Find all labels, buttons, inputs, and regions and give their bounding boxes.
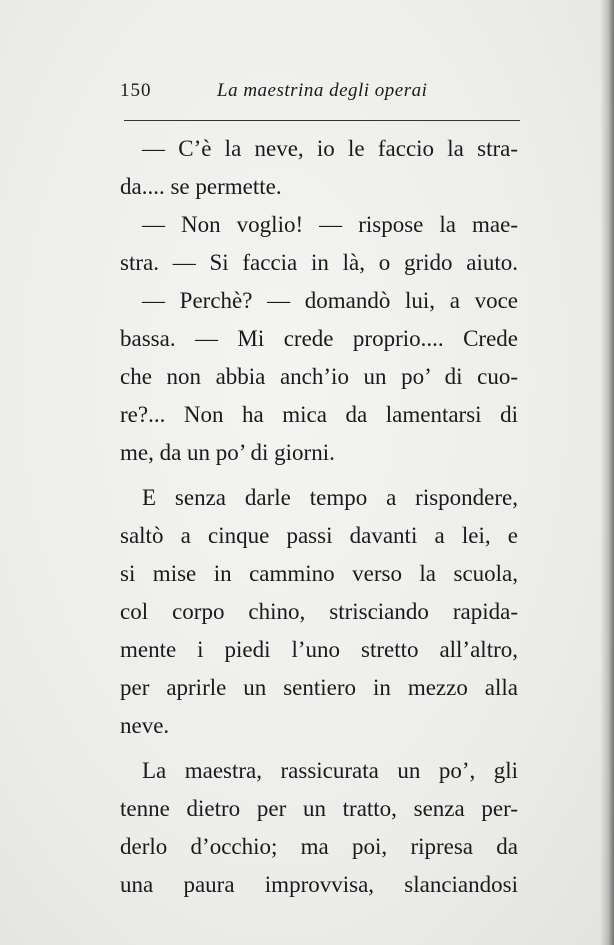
text-line: per aprirle un sentiero in mezzo alla [120,675,518,700]
text-line: — Perchè? — domandò lui, a voce [142,288,518,313]
paragraph [120,479,518,745]
text-line: La maestra, rassicurata un po’, gli [142,758,518,783]
text-line: col corpo chino, strisciando rapida- [120,599,518,624]
text-line: mente i piedi l’uno stretto all’altro, [120,637,518,662]
page-number: 150 [120,80,152,101]
text-line: re?... Non ha mica da lamentarsi di [120,402,518,427]
paragraph [120,282,518,472]
text-line: da.... se permette. [120,174,282,199]
text-line: derlo d’occhio; ma poi, ripresa da [120,834,518,859]
text-line: bassa. — Mi crede proprio.... Crede [120,326,518,351]
text-line: me, da un po’ di giorni. [120,440,335,465]
text-line: che non abbia anch’io un po’ di cuo- [120,364,518,389]
paragraph [120,752,518,904]
text-line: tenne dietro per un tratto, senza per- [120,796,518,821]
paragraph-gap [120,745,518,752]
paragraph [120,130,518,206]
header-rule [124,120,520,121]
page-header [120,80,520,110]
body-text [120,130,518,904]
paragraph-gap [120,472,518,479]
running-title: La maestrina degli operai [217,80,428,101]
page-edge-shadow [600,0,614,945]
text-line: — Non voglio! — rispose la mae- [142,212,518,237]
text-line: E senza darle tempo a rispondere, [142,485,518,510]
paragraph [120,206,518,282]
text-line: stra. — Si faccia in là, o grido aiuto. [120,250,518,275]
text-line: si mise in cammino verso la scuola, [120,561,518,586]
text-line: saltò a cinque passi davanti a lei, e [120,523,518,548]
text-line: una paura improvvisa, slanciandosi [120,872,518,897]
text-line: neve. [120,713,170,738]
text-line: — C’è la neve, io le faccio la stra- [142,136,518,161]
